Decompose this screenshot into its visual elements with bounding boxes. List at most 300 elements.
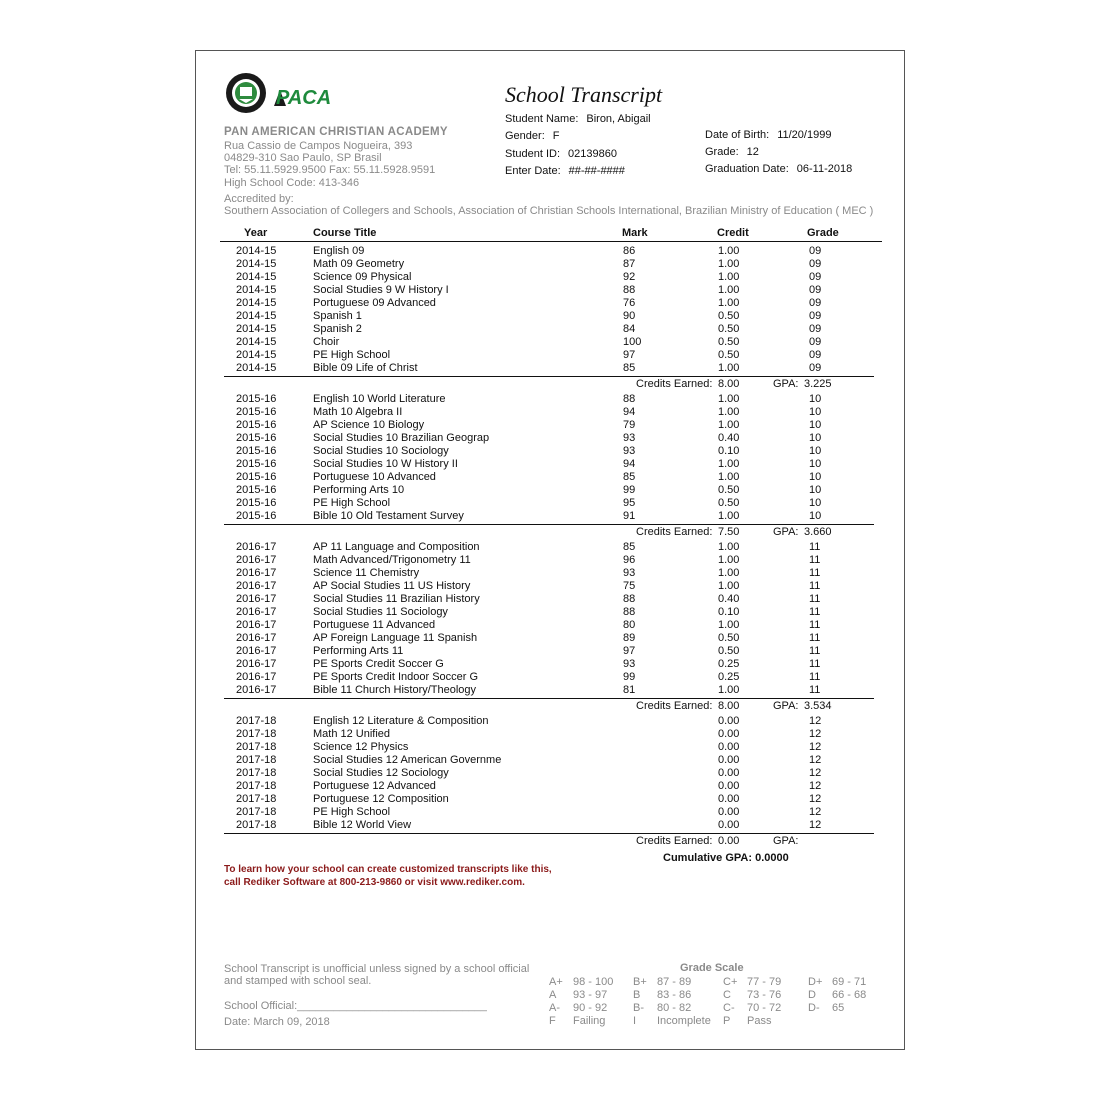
cell-grade: 12 [809,780,822,792]
cell-credit: 1.00 [718,458,740,470]
cell-course-title: Portuguese 12 Composition [313,793,449,805]
grade-letter: A- [549,1002,560,1014]
cell-grade: 12 [809,767,822,779]
cell-mark: 100 [623,336,642,348]
promo-line2: call Rediker Software at 800-213-9860 or visit www.rediker.com. [224,877,525,888]
cell-mark: 92 [623,271,636,283]
col-header-credit: Credit [717,227,749,239]
cell-year: 2016-17 [236,593,277,605]
cell-course-title: Math 09 Geometry [313,258,405,270]
cell-year: 2016-17 [236,619,277,631]
cell-course-title: PE Sports Credit Soccer G [313,658,444,670]
school-name: PAN AMERICAN CHRISTIAN ACADEMY [224,126,448,138]
cell-credit: 0.40 [718,432,740,444]
credits-earned-label: Credits Earned: [636,526,713,538]
cell-credit: 1.00 [718,419,740,431]
cell-year: 2015-16 [236,497,277,509]
grade-scale-entry [633,989,692,1001]
table-row [224,606,874,619]
cell-year: 2017-18 [236,754,277,766]
cell-year: 2015-16 [236,484,277,496]
gpa-label: GPA: [773,526,799,538]
table-row [224,580,874,593]
cell-grade: 11 [809,541,821,553]
grade-letter: A [549,989,557,1001]
table-row [224,593,874,606]
cell-mark: 93 [623,658,636,670]
grade-scale-entry [549,976,614,988]
cell-credit: 0.50 [718,497,740,509]
table-row [224,393,874,406]
cell-course-title: Bible 09 Life of Christ [313,362,418,374]
gender-label: Gender: [505,130,545,142]
cell-credit: 1.00 [718,541,740,553]
cell-grade: 11 [809,658,821,670]
table-row [224,567,874,580]
student-name-value: Biron, Abigail [586,113,651,125]
grade-scale-entry [723,1015,772,1027]
cell-credit: 1.00 [718,554,740,566]
col-header-year: Year [244,227,268,239]
grade-range: 87 - 89 [657,976,692,988]
cell-mark: 96 [623,554,636,566]
cell-course-title: PE High School [313,497,391,509]
grade-range: 80 - 82 [657,1002,692,1014]
cell-year: 2014-15 [236,310,277,322]
term-separator [224,698,874,699]
grade-scale-entry [549,1002,608,1014]
student-id-label: Student ID: [505,148,561,160]
student-name-field [505,113,651,125]
cell-year: 2016-17 [236,580,277,592]
cell-year: 2016-17 [236,632,277,644]
grade-range: 77 - 79 [747,976,782,988]
term-separator [224,376,874,377]
cell-mark: 88 [623,606,636,618]
table-row [224,793,874,806]
cell-grade: 11 [809,671,821,683]
grade-range: 93 - 97 [573,989,608,1001]
cell-credit: 0.50 [718,323,740,335]
cell-credit: 1.00 [718,362,740,374]
cell-course-title: English 09 [313,245,365,257]
cell-grade: 12 [809,806,822,818]
cumulative-gpa: Cumulative GPA: 0.0000 [663,852,789,864]
cell-grade: 12 [809,793,822,805]
cell-year: 2016-17 [236,671,277,683]
cell-mark: 85 [623,541,636,553]
paca-logo [272,84,344,108]
cell-credit: 0.50 [718,336,740,348]
table-row [224,349,874,362]
cell-course-title: Science 09 Physical [313,271,412,283]
cell-course-title: Science 12 Physics [313,741,409,753]
cell-mark: 75 [623,580,636,592]
cell-course-title: Portuguese 12 Advanced [313,780,436,792]
cell-course-title: Portuguese 11 Advanced [313,619,436,631]
table-row [224,728,874,741]
credits-earned-value: 7.50 [718,526,740,538]
cell-credit: 1.00 [718,580,740,592]
gpa-value: 3.225 [804,378,832,390]
high-school-code: High School Code: 413-346 [224,177,360,189]
cell-grade: 11 [809,580,821,592]
table-row [224,671,874,684]
cell-mark: 94 [623,406,636,418]
cell-course-title: Social Studies 9 W History I [313,284,449,296]
cell-year: 2016-17 [236,606,277,618]
col-header-grade: Grade [807,227,839,239]
cell-credit: 0.00 [718,819,740,831]
cell-grade: 10 [809,510,822,522]
cell-credit: 0.00 [718,728,740,740]
table-row [224,419,874,432]
table-row [224,284,874,297]
graduation-date-label: Graduation Date: [705,163,789,175]
grade-range: 69 - 71 [832,976,867,988]
cell-credit: 0.00 [718,793,740,805]
cell-mark: 97 [623,645,636,657]
gpa-value: 3.660 [804,526,832,538]
grade-range: Pass [747,1015,772,1027]
cell-grade: 12 [809,728,822,740]
dob-label: Date of Birth: [705,129,770,141]
cell-credit: 1.00 [718,271,740,283]
cell-credit: 0.40 [718,593,740,605]
grade-scale-entry [723,989,782,1001]
cell-year: 2017-18 [236,741,277,753]
enter-date-field [505,165,625,177]
cell-course-title: Spanish 2 [313,323,362,335]
table-row [224,684,874,697]
grade-letter: D [808,989,816,1001]
cell-course-title: Choir [313,336,340,348]
term-separator [224,833,874,834]
cell-year: 2017-18 [236,819,277,831]
cell-year: 2014-15 [236,362,277,374]
grade-letter: D+ [808,976,823,988]
grade-letter: I [633,1015,637,1027]
cell-course-title: PE High School [313,806,391,818]
grade-label: Grade: [705,146,739,158]
cell-credit: 1.00 [718,393,740,405]
cell-mark: 99 [623,484,636,496]
cell-credit: 0.50 [718,632,740,644]
table-row [224,271,874,284]
dob-field [705,129,831,141]
cell-grade: 09 [809,284,822,296]
table-row [224,497,874,510]
accredited-by: Southern Association of Collegers and Schools, Association of Christian Schools International, Brazilian Ministry of Education ( MEC ) [224,205,874,217]
table-row [224,819,874,832]
grade-range: 83 - 86 [657,989,692,1001]
cell-year: 2014-15 [236,284,277,296]
grade-range: 65 [832,1002,845,1014]
cell-mark: 93 [623,567,636,579]
cell-grade: 12 [809,819,822,831]
cell-grade: 10 [809,458,822,470]
cell-credit: 1.00 [718,284,740,296]
cell-grade: 12 [809,754,822,766]
col-header-course-title: Course Title [313,227,377,239]
cell-credit: 0.50 [718,349,740,361]
cell-course-title: Social Studies 12 Sociology [313,767,449,779]
credits-earned-value: 0.00 [718,835,740,847]
cell-course-title: AP Social Studies 11 US History [313,580,471,592]
cell-year: 2015-16 [236,445,277,457]
cell-grade: 09 [809,297,822,309]
grade-letter: B [633,989,641,1001]
grade-scale-entry [633,1015,711,1027]
cell-year: 2014-15 [236,245,277,257]
grade-letter: D- [808,1002,820,1014]
cell-grade: 09 [809,271,822,283]
cell-grade: 09 [809,245,822,257]
cell-year: 2017-18 [236,793,277,805]
enter-date-label: Enter Date: [505,165,561,177]
cell-year: 2015-16 [236,458,277,470]
grade-scale-entry [808,1002,845,1014]
cell-course-title: Portuguese 09 Advanced [313,297,436,309]
cell-credit: 0.25 [718,658,740,670]
table-row [224,471,874,484]
col-header-mark: Mark [622,227,648,239]
cell-credit: 0.00 [718,806,740,818]
cell-course-title: Spanish 1 [313,310,362,322]
cell-mark: 81 [623,684,636,696]
table-header [220,226,882,242]
school-address-line2: 04829-310 Sao Paulo, SP Brasil [224,152,382,164]
cell-credit: 0.00 [718,741,740,753]
cell-credit: 1.00 [718,619,740,631]
cell-grade: 11 [809,554,821,566]
cell-course-title: Math Advanced/Trigonometry 11 [313,554,471,566]
cell-mark: 93 [623,432,636,444]
cell-credit: 0.50 [718,484,740,496]
cell-mark: 91 [623,510,636,522]
enter-date-value: ##-##-#### [568,165,625,177]
grade-range: Failing [573,1015,606,1027]
cell-grade: 10 [809,445,822,457]
grade-scale-entry [808,989,867,1001]
cell-year: 2014-15 [236,323,277,335]
grade-scale-entry [633,976,692,988]
grade-range: 73 - 76 [747,989,782,1001]
cell-course-title: Performing Arts 11 [313,645,404,657]
cell-mark: 87 [623,258,636,270]
cell-course-title: Performing Arts 10 [313,484,405,496]
cell-course-title: Social Studies 11 Sociology [313,606,448,618]
cell-mark: 94 [623,458,636,470]
table-row [224,432,874,445]
grade-letter: B+ [633,976,647,988]
cell-year: 2014-15 [236,258,277,270]
cell-course-title: Math 10 Algebra II [313,406,403,418]
cell-credit: 0.50 [718,645,740,657]
table-row [224,258,874,271]
term-totals [224,700,874,713]
term-totals [224,526,874,539]
cell-year: 2015-16 [236,393,277,405]
grade-scale-entry [549,1015,606,1027]
cell-credit: 0.25 [718,671,740,683]
gpa-label: GPA: [773,700,799,712]
cell-year: 2015-16 [236,471,277,483]
grade-letter: C- [723,1002,735,1014]
cell-course-title: Social Studies 11 Brazilian History [313,593,480,605]
cell-grade: 10 [809,393,822,405]
grade-scale-entry [723,976,782,988]
cell-grade: 11 [809,567,821,579]
cell-credit: 0.50 [718,310,740,322]
table-row [224,619,874,632]
promo-line1: To learn how your school can create customized transcripts like this, [224,864,552,875]
credits-earned-label: Credits Earned: [636,700,713,712]
cell-course-title: Science 11 Chemistry [313,567,420,579]
grade-letter: A+ [549,976,563,988]
cell-grade: 09 [809,323,822,335]
table-row [224,445,874,458]
grade-scale-entry [723,1002,782,1014]
page-title: School Transcript [505,82,663,107]
cell-course-title: AP Science 10 Biology [313,419,425,431]
grade-scale-entry [549,989,608,1001]
term-totals [224,378,874,391]
cell-year: 2015-16 [236,510,277,522]
grade-range: 98 - 100 [573,976,614,988]
grade-range: 90 - 92 [573,1002,608,1014]
table-row [224,362,874,375]
credits-earned-value: 8.00 [718,700,740,712]
cell-mark: 79 [623,419,636,431]
cell-credit: 1.00 [718,684,740,696]
unofficial-note-line1: School Transcript is unofficial unless signed by a school official [224,963,530,975]
cell-course-title: Social Studies 10 Sociology [313,445,449,457]
cell-mark: 99 [623,671,636,683]
table-row [224,645,874,658]
cell-year: 2014-15 [236,349,277,361]
cell-grade: 11 [809,684,821,696]
student-name-label: Student Name: [505,113,579,125]
grade-range: 70 - 72 [747,1002,782,1014]
cell-credit: 1.00 [718,471,740,483]
cell-course-title: Social Studies 12 American Governme [313,754,502,766]
cell-year: 2014-15 [236,297,277,309]
cell-year: 2016-17 [236,658,277,670]
cell-year: 2017-18 [236,780,277,792]
table-row [224,767,874,780]
cell-credit: 0.10 [718,445,740,457]
gender-field [505,130,559,142]
table-row [224,780,874,793]
cell-year: 2017-18 [236,806,277,818]
credits-earned-label: Credits Earned: [636,378,713,390]
cell-credit: 1.00 [718,258,740,270]
cell-grade: 12 [809,715,822,727]
gpa-label: GPA: [773,378,799,390]
grade-range: Incomplete [657,1015,711,1027]
cell-grade: 09 [809,310,822,322]
table-row [224,336,874,349]
cell-grade: 11 [809,632,821,644]
gender-value: F [552,130,560,142]
cell-mark: 88 [623,593,636,605]
transcript-date: Date: March 09, 2018 [224,1016,330,1028]
cell-mark: 93 [623,445,636,457]
cell-mark: 84 [623,323,636,335]
cell-credit: 0.00 [718,767,740,779]
table-row [224,310,874,323]
unofficial-note-line2: and stamped with school seal. [224,975,372,987]
cell-mark: 86 [623,245,636,257]
cell-course-title: Bible 12 World View [313,819,412,831]
cell-credit: 0.00 [718,780,740,792]
grade-value: 12 [746,146,759,158]
cell-year: 2016-17 [236,567,277,579]
table-row [224,741,874,754]
cell-course-title: AP Foreign Language 11 Spanish [313,632,478,644]
cell-course-title: Bible 11 Church History/Theology [313,684,477,696]
cell-credit: 1.00 [718,567,740,579]
cell-credit: 0.00 [718,754,740,766]
dob-value: 11/20/1999 [777,129,832,141]
table-row [224,632,874,645]
cell-grade: 10 [809,484,822,496]
table-row [224,658,874,671]
table-row [224,245,874,258]
term-separator [224,524,874,525]
cell-mark: 88 [623,393,636,405]
cell-grade: 10 [809,432,822,444]
cell-course-title: Portuguese 10 Advanced [313,471,436,483]
grade-letter: P [723,1015,731,1027]
cell-year: 2016-17 [236,645,277,657]
school-phone: Tel: 55.11.5929.9500 Fax: 55.11.5928.9591 [224,164,436,176]
cell-year: 2016-17 [236,684,277,696]
cell-mark: 95 [623,497,636,509]
cell-credit: 1.00 [718,297,740,309]
accredited-label: Accredited by: [224,193,294,205]
table-row [224,484,874,497]
grade-letter: F [549,1015,556,1027]
cell-credit: 1.00 [718,510,740,522]
cell-grade: 09 [809,349,822,361]
cell-credit: 0.00 [718,715,740,727]
cell-grade: 10 [809,419,822,431]
table-row [224,754,874,767]
cell-mark: 85 [623,362,636,374]
table-row [224,297,874,310]
cell-grade: 09 [809,336,822,348]
cell-mark: 90 [623,310,636,322]
grade-scale-entry [808,976,867,988]
graduation-date-field [705,163,852,175]
cell-course-title: Math 12 Unified [313,728,391,740]
grade-range: 66 - 68 [832,989,867,1001]
table-row [224,715,874,728]
cell-year: 2016-17 [236,554,277,566]
cell-mark: 80 [623,619,636,631]
cell-grade: 12 [809,741,822,753]
cell-course-title: Bible 10 Old Testament Survey [313,510,464,522]
gpa-value: 3.534 [804,700,832,712]
cell-year: 2015-16 [236,406,277,418]
grade-letter: B- [633,1002,644,1014]
table-row [224,458,874,471]
student-id-value: 02139860 [568,148,617,160]
table-row [224,554,874,567]
grade-scale-entry [633,1002,692,1014]
